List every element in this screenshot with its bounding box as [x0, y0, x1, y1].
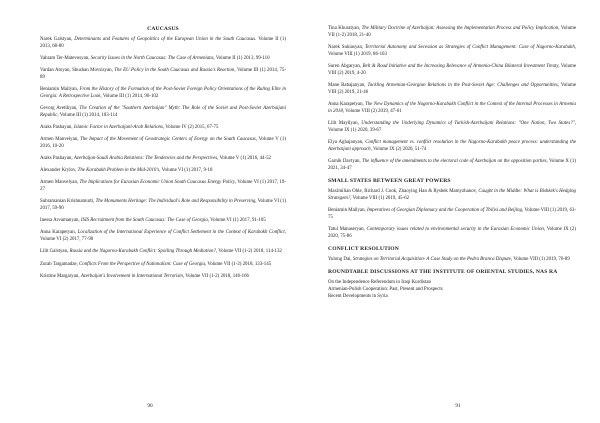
bibliography-entry	[40, 262, 286, 269]
entry-publication: Volume III (1) 2014, 90-102	[102, 94, 159, 99]
entry-author: Zurab Targamadze,	[40, 261, 78, 267]
entry-author: Lilit Galstyan,	[40, 249, 69, 255]
bibliography-entry	[328, 189, 576, 203]
entry-title: The Military Doctrine of Azerbaijan: Assessing the Implementation Process and Policy Implication,	[361, 26, 560, 31]
entry-title: ISIS Recruitment from the South Caucasus: The Case of Georgia,	[80, 218, 210, 224]
bibliography-entry	[40, 37, 286, 51]
entry-title: Belt & Road Initiative and the Increasing Relevance of Armenia-China Bilateral Investment Treaty,	[362, 64, 560, 69]
entry-title: Determinants and Features of Geopolitics of the European Union in the South Caucasus.	[74, 37, 257, 42]
entry-author: Araks Pashayan,	[40, 125, 73, 131]
bibliography-entry	[40, 137, 286, 151]
bibliography-entry	[328, 227, 576, 241]
bibliography-entry	[328, 83, 576, 97]
entry-author: Beniamin Mailyan,	[328, 208, 366, 213]
page-number-left: 90	[147, 403, 153, 409]
entry-title: The Karabakh Problem in the Mid-2010's,	[77, 168, 161, 174]
entry-author: Inessa Arvamanyan,	[40, 218, 80, 224]
entry-publication: Volume VIII (2) 2019, 47-61	[345, 108, 402, 114]
roundtable-list	[328, 280, 576, 301]
entry-publication: Volume VIII (1) 2019, 63-75	[328, 208, 576, 220]
entry-publication: Volume IX (2) 2020, 51-74	[372, 146, 427, 152]
entry-publication: Volume II (1) 2013, 68-80	[40, 37, 287, 49]
bibliography-entry	[328, 102, 576, 116]
bibliography-entry	[40, 274, 286, 281]
entry-author: Maximilian Ohle, Richard J. Cook, Zhaoying Han & Rysbek Mamyzhanov,	[328, 189, 478, 194]
entry-title: Imperatives of Georgian Diplomacy and the Cooperation of Tbilisi and Beijing,	[367, 208, 524, 213]
roundtable-item: Armenian-Polish Cooperation: Past, Present and Prospects	[328, 287, 443, 292]
roundtable-item: Recent Developments in Syria	[328, 293, 388, 299]
bibliography-entry	[40, 56, 286, 63]
entry-author: Suren Abgaryan,	[328, 64, 362, 69]
page-number-right: 91	[455, 403, 461, 409]
entry-publication: Volume III (1) 2014, 103-114	[59, 113, 118, 118]
entry-publication: Volume VI (1) 2017, 19-27	[40, 180, 286, 193]
entry-publication: Volume IX (1) 2020, 39-67	[328, 127, 382, 133]
entry-title: Russia and the Nagorno-Karabakh Conflict: Spoiling Through Mediation?,	[69, 249, 218, 255]
entry-author: Subramanian Krishnamurti,	[40, 199, 95, 205]
bibliography-entry	[40, 168, 286, 175]
entry-author: Armen Manvelyan,	[40, 137, 79, 143]
entry-publication: Volume VII (1-2) 2018, 133-145	[207, 261, 272, 267]
entry-title: Security Issues in the North Caucasus: The Case of Armenians,	[90, 56, 215, 61]
entry-publication: Volume VIII (2) 2019, 21-46	[328, 83, 576, 95]
entry-title: The New Dynamics of the Nagorno-Karabakh Conflict in the Context of the Internal Processes in Armenia in 2018,	[328, 102, 576, 114]
small-states-entry-list	[328, 189, 576, 241]
entry-publication: Volume VII (1-2) 2018, 21-40	[328, 26, 576, 38]
entry-title: The EU Policy in the South Caucasus and Russia's Reaction,	[114, 68, 236, 74]
entry-author: Gevorg Avetikyan,	[40, 106, 78, 112]
entry-title: Azerbaijan's Involvement in International Terrorism,	[80, 273, 185, 279]
entry-author: Garnik Davtyan,	[328, 159, 361, 164]
entry-author: Vardan Atoyan, Shushan Movsisyan,	[40, 68, 113, 74]
entry-publication: Volume V (1) 2016, 10-20	[40, 137, 287, 150]
entry-title: The influence of the amendments to the electoral code of Azerbaijan on the opposition parties,	[362, 159, 548, 164]
entry-author: Yulong Dai,	[328, 257, 352, 262]
section-heading-roundtable: ROUNDTABLE DISCUSSIONS AT THE INSTITUTE OF ORIENTAL STUDIES, NAS RA	[328, 269, 558, 276]
section-heading-small-states: SMALL STATES BETWEEN GREAT POWERS	[328, 178, 451, 184]
entry-author: Beniamin Mailyan,	[40, 87, 79, 93]
entry-title: The Impact of the Movement of Geostrategic Centers of Energy on the South Caucasus,	[80, 137, 257, 143]
bibliography-entry	[40, 180, 286, 194]
entry-publication: Volume III (1) 2014, 75-89	[40, 68, 286, 80]
entry-author: Anna Karapetyan,	[40, 230, 76, 236]
entry-publication: Volume VIII (1) 2019, 86-103	[328, 51, 387, 57]
entry-publication: Volume X (1) 2021, 34-47	[328, 159, 576, 171]
bibliography-entry	[40, 249, 286, 256]
entry-publication: Volume VII (1-2) 2018, 146-166	[185, 273, 249, 279]
entry-author: Vahram Ter-Matevosyan,	[40, 56, 90, 61]
bibliography-entry	[328, 159, 576, 173]
bibliography-entry	[328, 140, 576, 154]
entry-publication: Volume VI (1) 2017, 91-105	[210, 218, 266, 224]
entry-publication: Volume V (1) 2016, 44-52	[219, 156, 272, 162]
conflict-resolution-entry-list	[328, 257, 576, 264]
entry-title: Azerbaijan-Saudi Arabia Relations: The Tendencies and the Perspectives,	[73, 156, 219, 162]
entry-author: Alexander Krylov,	[40, 168, 77, 174]
entry-author: Kristine Margaryan,	[40, 273, 80, 279]
entry-author: Lilit Mayilyan,	[328, 121, 359, 126]
entry-title: The Monuments Heritage: The Individual's Role and Responsibility in Preserving,	[95, 199, 257, 205]
entry-author: Anna Karapetyan,	[328, 102, 364, 107]
bibliography-entry	[40, 68, 286, 82]
entry-author: Elya Aghajanyan,	[328, 140, 364, 145]
entry-title: Understanding the Underlying Dynamics of Turkish-Azerbaijani Relations: "One Nation, Two States?",	[361, 121, 576, 126]
bibliography-entry	[328, 64, 576, 78]
entry-publication: Volume VIII (2) 2019, 4-20	[328, 64, 577, 76]
bibliography-entry	[328, 45, 576, 59]
roundtable-item: On the Independence Referendum in Iraqi Kurdistan	[328, 280, 431, 286]
bibliography-entry	[40, 87, 286, 101]
entry-title: Localization of the International Experience of Conflict Settlement in the Context of Karabakh Conflict,	[77, 230, 286, 236]
section-heading-caucasus: CAUCASUS	[147, 26, 179, 32]
bibliography-entry	[40, 156, 286, 163]
right-entry-list	[328, 26, 576, 173]
bibliography-entry	[40, 125, 286, 132]
entry-title: Territorial Autonomy and Secession as Strategies of Conflict Management: Case of Nagorno-Karabakh,	[365, 45, 576, 50]
entry-author: Narek Galstyan,	[40, 37, 73, 42]
entry-title: Contemporary issues related to environmental security in the Eurasian Economic Union,	[366, 227, 546, 232]
entry-publication: Volume VI (2) 2017, 77-90	[40, 237, 94, 243]
bibliography-entry	[328, 208, 576, 222]
entry-title: Strategies on Territorial Acquisition- A Case Study on the Pedra Branca Dispute,	[352, 257, 513, 262]
entry-author: Tatul Manaseryan,	[328, 227, 365, 232]
entry-publication: Volume II (1) 2013, 99-110	[215, 56, 270, 61]
entry-title: Tackling Armenian-Georgian Relations in the Post-Soviet Age: Challenges and Opportunities,	[367, 83, 559, 88]
entry-title: The Creation of the "Southern Azerbaijan" Myth: The Role of the Soviet and Post-Soviet Azerbaijani Republic,	[40, 106, 286, 118]
entry-publication: Volume IV (2) 2015, 67-75	[165, 125, 219, 131]
entry-author: Mane Babajanyan,	[328, 83, 366, 88]
section-heading-conflict-resolution: CONFLICT RESOLUTION	[328, 246, 399, 252]
entry-author: Araks Pashayan,	[40, 156, 73, 162]
bibliography-entry	[328, 26, 576, 40]
bibliography-entry	[328, 121, 576, 135]
bibliography-entry	[40, 218, 286, 225]
entry-publication: Volume IX (2) 2020, 75-86	[328, 227, 577, 239]
entry-title: Conflicts From the Perspective of Nationalism: Case of Georgia,	[79, 261, 207, 267]
entry-title: Conflict management vs. conflict resolution in the Nagorno-Karabakh peace process: understanding the Azerbaijani approach,	[328, 140, 576, 152]
entry-title: The Implications for Eurasian Economic Union South Caucasus Energy Policy,	[79, 180, 237, 186]
entry-author: Armen Manvelyan,	[40, 180, 79, 186]
entry-publication: Volume VI (1) 2017, 9-18	[161, 168, 213, 174]
entry-author: Tina Khuratyan,	[328, 26, 361, 31]
bibliography-entry	[40, 106, 286, 120]
entry-author: Narek Sukiasyan,	[328, 45, 364, 50]
entry-publication: Volume VI (1) 2017, 59-90	[40, 199, 286, 212]
entry-title: Islamic Factor in Azerbaijani-Arab Relations,	[73, 125, 165, 131]
entry-title: Caught in the Middle: What is Bishkek's Hedging Strategem?,	[328, 189, 576, 201]
bibliography-entry	[328, 257, 576, 264]
entry-publication: Volume VIII (1) 2019, 45-62	[352, 195, 410, 201]
bibliography-entry	[40, 230, 286, 244]
bibliography-entry	[40, 199, 286, 213]
entry-publication: Volume VII (1-2) 2018, 114-132	[218, 249, 282, 255]
right-page	[300, 0, 600, 423]
entry-title: From the History of the Formation of the Post-Soviet Foreign Policy Orientations of the Ruling Elite in Georgia: A Retrospective Look,	[40, 87, 286, 99]
entry-publication: Volume VIII (1) 2019, 76-89	[513, 257, 570, 262]
left-entry-list	[40, 37, 286, 281]
